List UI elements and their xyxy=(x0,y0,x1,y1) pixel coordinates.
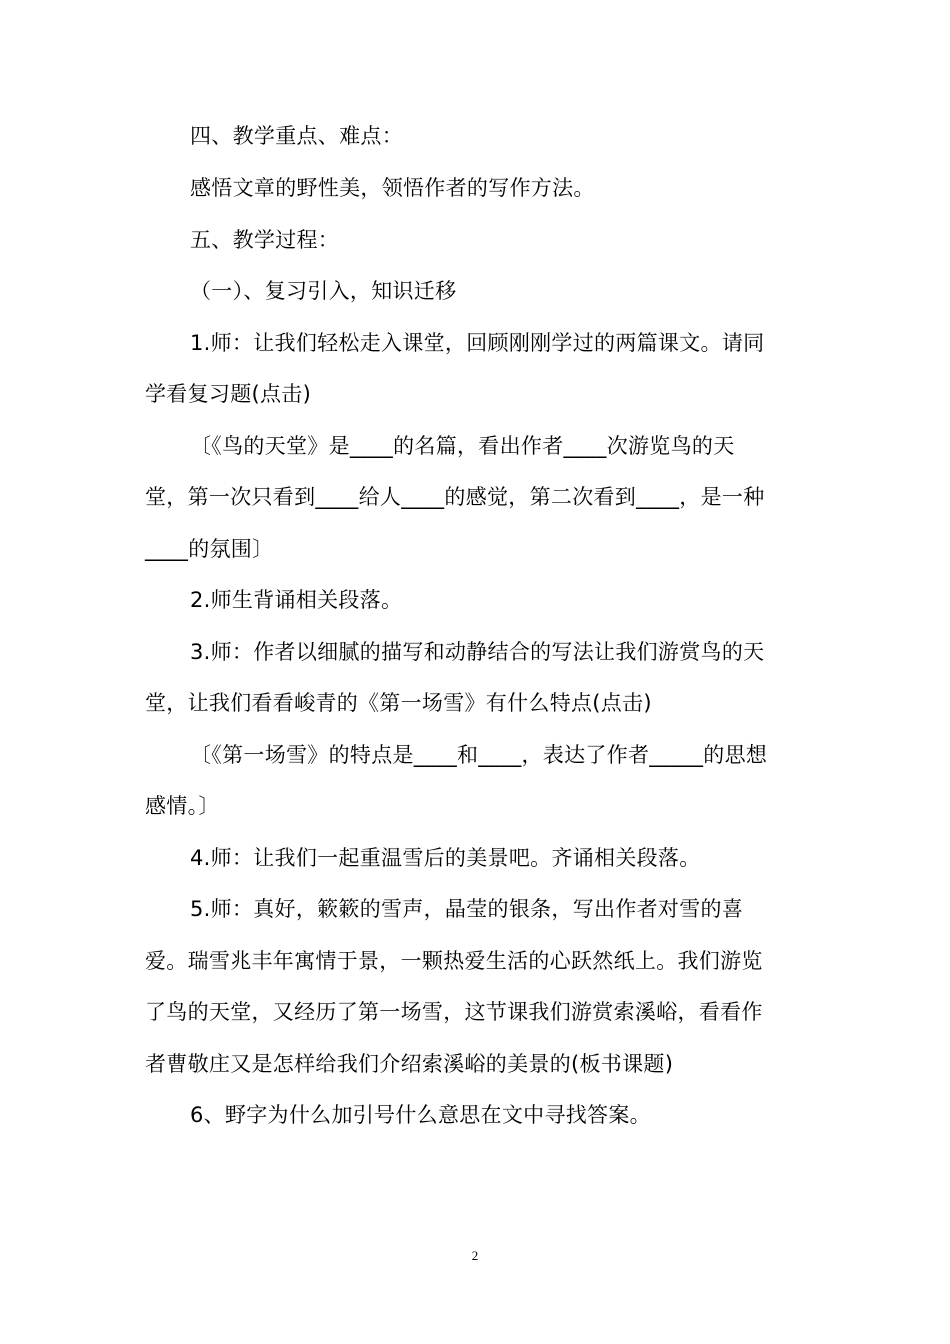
paragraph-line: 学看复习题(点击) xyxy=(145,382,312,406)
paragraph-line: 堂，第一次只看到____给人____的感觉，第二次看到____，是一种 xyxy=(145,485,765,509)
paragraph-line: 6、野字为什么加引号什么意思在文中寻找答案。 xyxy=(190,1103,651,1127)
paragraph-line: 者曹敬庄又是怎样给我们介绍索溪峪的美景的(板书课题) xyxy=(145,1052,674,1076)
paragraph-line: 了鸟的天堂，又经历了第一场雪，这节课我们游赏索溪峪，看看作 xyxy=(145,1000,763,1024)
paragraph-line: 〔《第一场雪》的特点是____和____，表达了作者_____的思想 xyxy=(190,743,768,767)
paragraph-line: 堂，让我们看看峻青的《第一场雪》有什么特点(点击) xyxy=(145,691,652,715)
paragraph-line: ____的氛围〕 xyxy=(145,537,274,561)
paragraph-line: 4.师：让我们一起重温雪后的美景吧。齐诵相关段落。 xyxy=(190,846,701,870)
heading-teaching-process: 五、教学过程： xyxy=(190,228,340,252)
paragraph-line: 感情。〕 xyxy=(145,794,220,818)
page-number: 2 xyxy=(471,1248,479,1263)
subheading-review: （一）、复习引入，知识迁移 xyxy=(190,279,457,303)
paragraph-line: 1.师：让我们轻松走入课堂，回顾刚刚学过的两篇课文。请同 xyxy=(190,331,765,355)
paragraph-line: 2.师生背诵相关段落。 xyxy=(190,588,403,612)
heading-key-points: 四、教学重点、难点： xyxy=(190,124,403,148)
paragraph-line: 爱。瑞雪兆丰年寓情于景，一颗热爱生活的心跃然纸上。我们游览 xyxy=(145,949,763,973)
paragraph-key-points-content: 感悟文章的野性美，领悟作者的写作方法。 xyxy=(190,176,595,200)
paragraph-line: 3.师：作者以细腻的描写和动静结合的写法让我们游赏鸟的天 xyxy=(190,640,765,664)
paragraph-line: 〔《鸟的天堂》是____的名篇，看出作者____次游览鸟的天 xyxy=(190,434,735,458)
paragraph-line: 5.师：真好，簌簌的雪声，晶莹的银条，写出作者对雪的喜 xyxy=(190,897,744,921)
